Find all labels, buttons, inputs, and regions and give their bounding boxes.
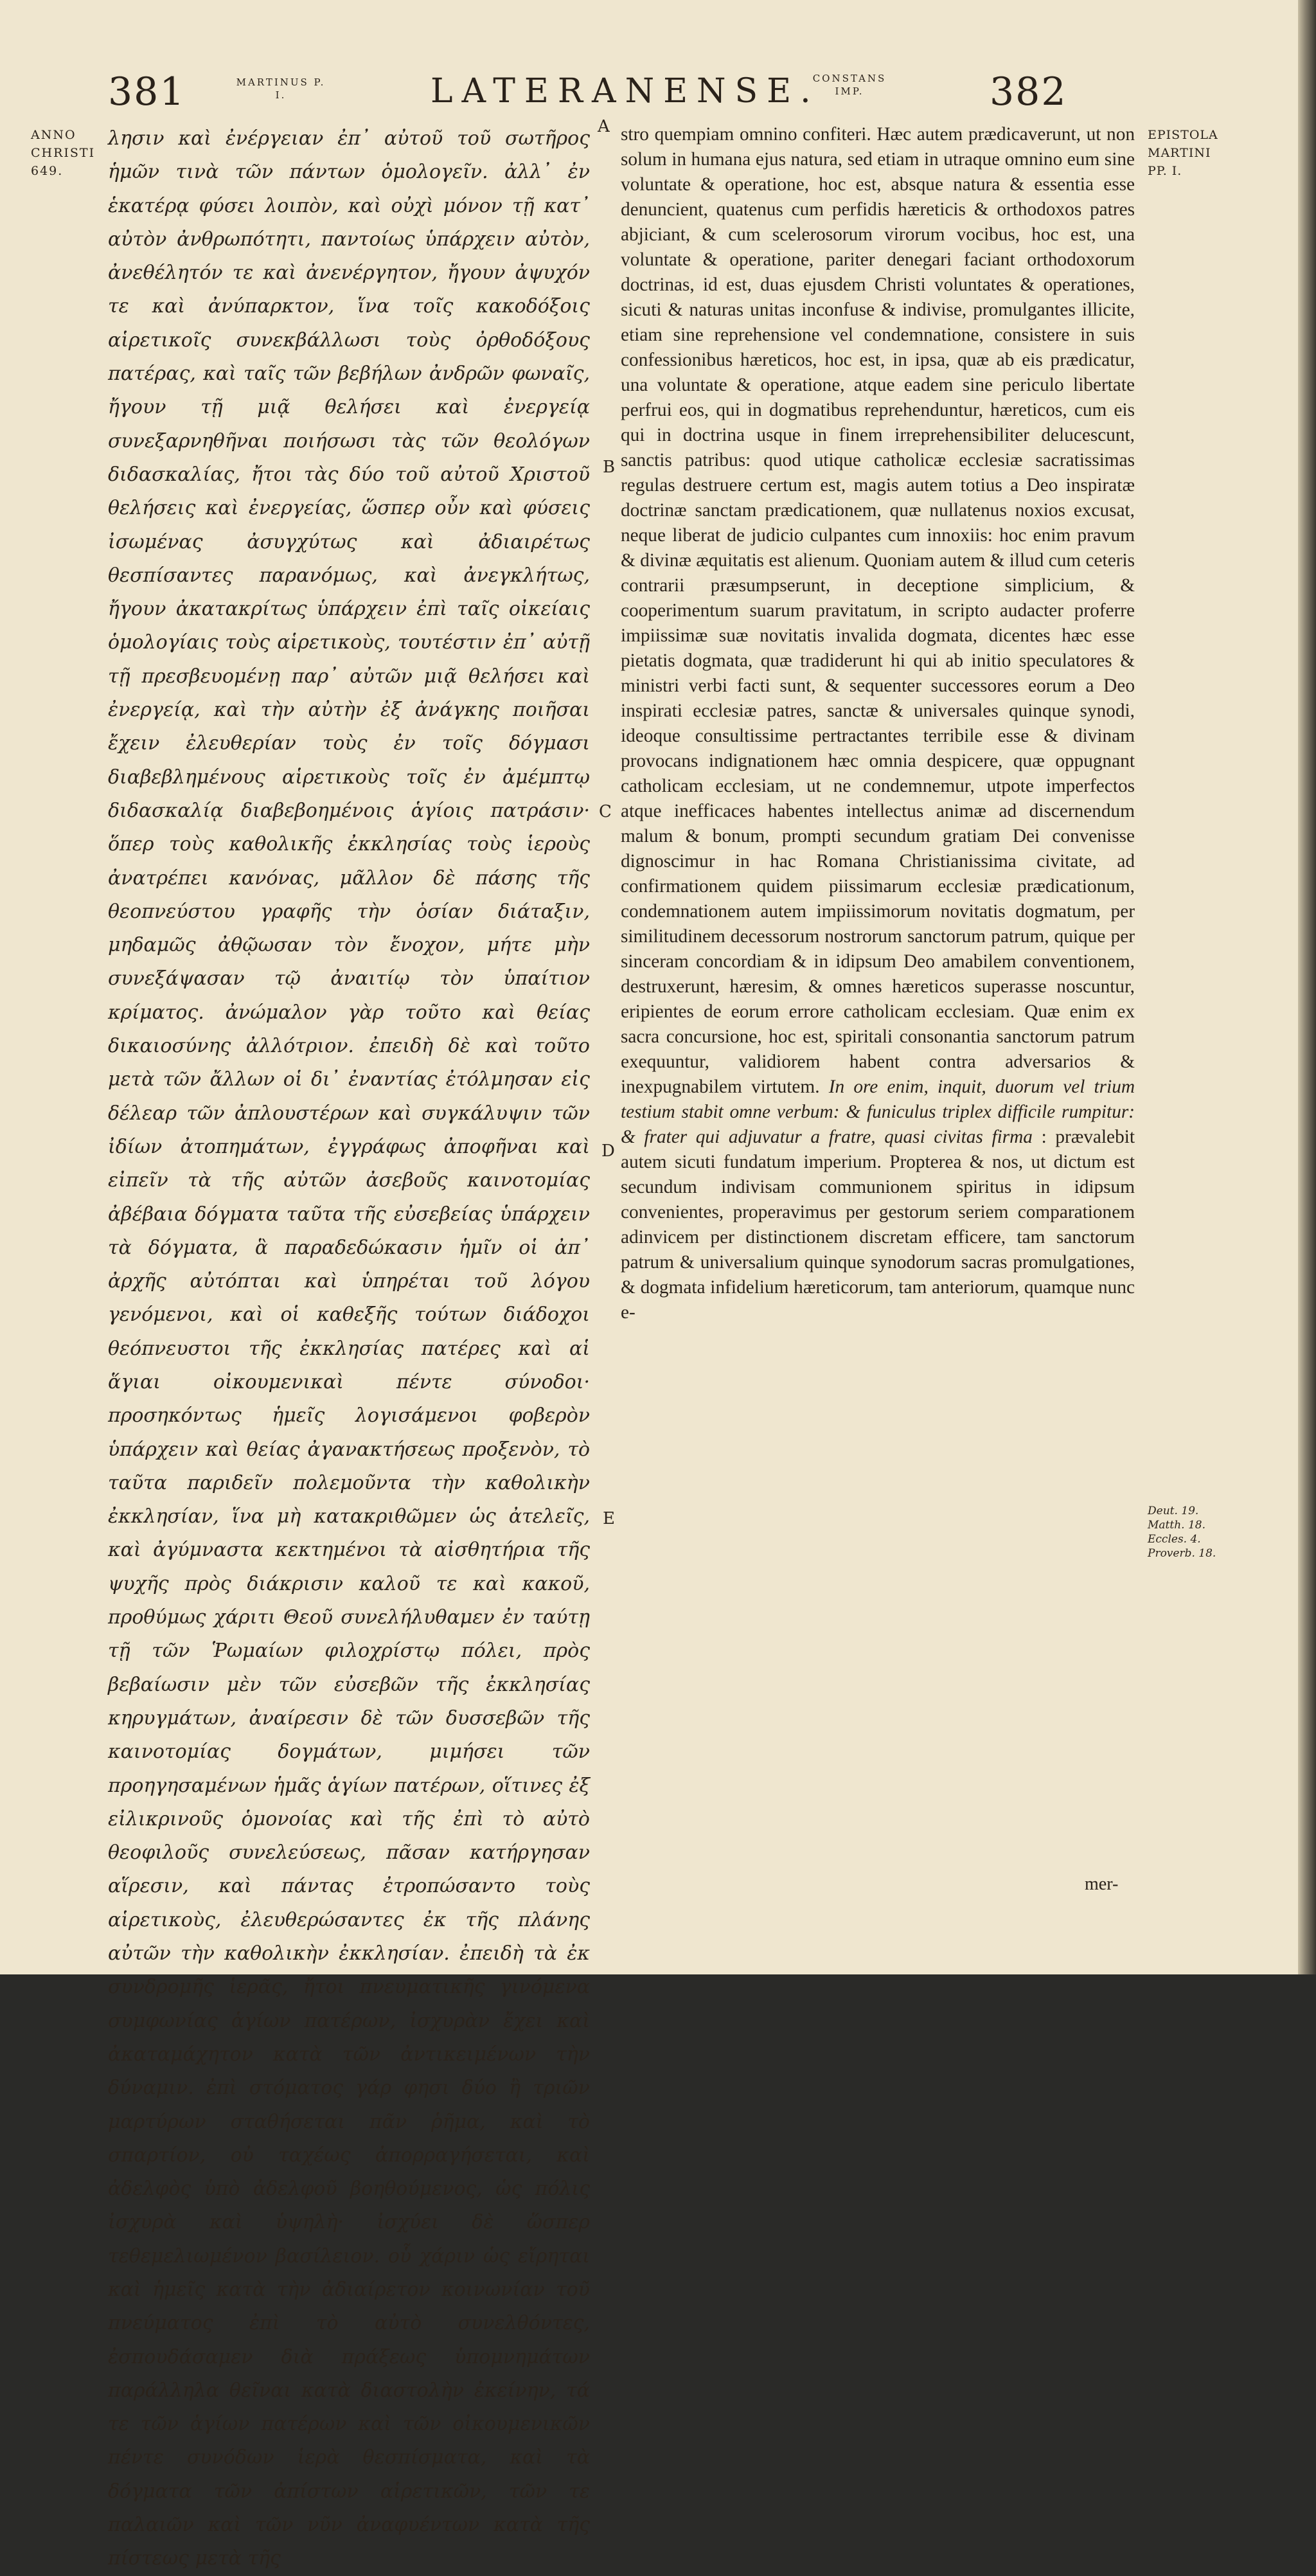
- book-binding-edge: [1298, 0, 1316, 1974]
- greek-text-column: λησιν καὶ ἐνέργειαν ἐπ᾽ αὐτοῦ τοῦ σωτῆρος ἡμῶν τινὰ τῶν πάντων ὁμολογεῖν. ἀλλ᾽ ἐν ἑκατέρᾳ φύσει λοιπὸν, καὶ οὐχὶ μόνον τῇ κατ᾽ αὐτὸν ἀνθρωπότητι, παντοίως ὑπάρχειν αὐτὸν, ἀνεθέλητόν τε καὶ ἀνενέργητον, ἤγουν ἀψυχόν τε καὶ ἀνύπαρκτον, ἵνα τοῖς κακοδόξοις αἱρετικοῖς συνεκβάλλωσι τοὺς ὀρθοδόξους πατέρας, καὶ ταῖς τῶν βεβήλων ἀνδρῶν φωναῖς, ἤγουν τῇ μιᾷ θελήσει καὶ ἐνεργείᾳ συνεξαρνηθῆναι ποιήσωσι τὰς τῶν θεολόγων διδασκαλίας, ἤτοι τὰς δύο τοῦ αὐτοῦ Χριστοῦ θελήσεις καὶ ἐνεργείας, ὥσπερ οὖν καὶ φύσεις ἰσωμένας ἀσυγχύτως καὶ ἀδιαιρέτως θεσπίσαντες παρανόμως, καὶ ἀνεγκλήτως, ἤγουν ἀκατακρίτως ὑπάρχειν ἐπὶ ταῖς οἰκείαις ὁμολογίαις τοὺς αἱρετικοὺς, τουτέστιν ἐπ᾽ αὐτῇ τῇ πρεσβευομένῃ παρ᾽ αὐτῶν μιᾷ θελήσει καὶ ἐνεργείᾳ, καὶ τὴν αὐτὴν ἐξ ἀνάγκης ποιῆσαι ἔχειν ἐλευθερίαν τοὺς ἐν τοῖς δόγμασι διαβεβλημένους αἱρετικοὺς τοῖς ἐν ἀμέμπτῳ διδασκαλίᾳ διαβεβοημένοις ἁγίοις πατράσιν· ὅπερ τοὺς καθολικῆς ἐκκλησίας τοὺς ἱεροὺς ἀνατρέπει κανόνας, μᾶλλον δὲ πάσης τῆς θεοπνεύστου γραφῆς τὴν ὁσίαν διάταξιν, μηδαμῶς ἀθῷωσαν τὸν ἔνοχον, μήτε μὴν συνεξάψασαν τῷ ἀναιτίῳ τὸν ὑπαίτιον κρίματος. ἀνώμαλον γὰρ τοῦτο καὶ θείας δικαιοσύνης ἀλλότριον. ἐπειδὴ δὲ καὶ τοῦτο μετὰ τῶν ἄλλων οἱ δι᾽ ἐναντίας ἐτόλμησαν εἰς δέλεαρ τῶν ἀπλουστέρων καὶ συγκάλυψιν τῶν ἰδίων ἀτοπημάτων, ἐγγράφως ἀποφῆναι καὶ εἰπεῖν τὰ τῆς αὐτῶν ἀσεβοῦς καινοτομίας ἀβέβαια δόγματα ταῦτα τῆς εὐσεβείας ὑπάρχειν τὰ δόγματα, ἃ παραδεδώκασιν ἡμῖν οἱ ἀπ᾽ ἀρχῆς αὐτόπται καὶ ὑπηρέται τοῦ λόγου γενόμενοι, καὶ οἱ καθεξῆς τούτων διάδοχοι θεόπνευστοι τῆς ἐκκλησίας πατέρες καὶ αἱ ἅγιαι οἰκουμενικαὶ πέντε σύνοδοι· προσηκόντως ἡμεῖς λογισάμενοι φοβερὸν ὑπάρχειν καὶ θείας ἀγανακτήσεως προξενὸν, τὸ ταῦτα παριδεῖν πολεμοῦντα τὴν καθολικὴν ἐκκλησίαν, ἵνα μὴ κατακριθῶμεν ὡς ἀτελεῖς, καὶ ἀγύμναστα κεκτημένοι τὰ αἰσθητήρια τῆς ψυχῆς πρὸς διάκρισιν καλοῦ τε καὶ κακοῦ, προθύμως χάριτι Θεοῦ συνελήλυθαμεν ἐν ταύτῃ τῇ τῶν Ῥωμαίων φιλοχρίστῳ πόλει, πρὸς βεβαίωσιν μὲν τῶν εὐσεβῶν τῆς ἐκκλησίας κηρυγμάτων, ἀναίρεσιν δὲ τῶν δυσσεβῶν τῆς καινοτομίας δογμάτων, μιμήσει τῶν προηγησαμένων ἡμᾶς ἁγίων πατέρων, οἵτινες ἐξ εἰλικρινοῦς ὁμονοίας καὶ τῆς ἐπὶ τὸ αὐτὸ θεοφιλοῦς συνελεύσεως, πᾶσαν κατήργησαν αἵρεσιν, καὶ πάντας ἐτροπώσαντο τοὺς αἱρετικοὺς, ἐλευθερώσαντες ἐκ τῆς πλάνης αὐτῶν τὴν καθολικὴν ἐκκλησίαν. ἐπειδὴ τὰ ἐκ συνδρομῆς ἱερᾶς, ἤτοι πνευματικῆς γινόμενα συμφωνίας ἁγίων πατέρων, ἰσχυρὰν ἔχει καὶ ἀκαταμάχητον κατὰ τῶν ἀντικειμένων τὴν δύναμιν. ἐπὶ στόματος γάρ φησι δύο ἢ τριῶν μαρτύρων σταθήσεται πᾶν ῥῆμα, καὶ τὸ σπαρτίον, οὐ ταχέως ἀπορραγήσεται, καὶ ἀδελφὸς ὑπὸ ἀδελφοῦ βοηθούμενος, ὡς πόλις ἰσχυρὰ καὶ ὑψηλὴ· ἰσχύει δὲ ὥσπερ τεθεμελιωμένον βασίλειον. οὗ χάριν ὡς εἴρηται καὶ ἡμεῖς κατὰ τὴν ἀδιαίρετον κοινωνίαν τοῦ πνεύματος ἐπὶ τὸ αὐτὸ συνελθόντες, ἐσπουδάσαμεν διὰ πράξεως ὑπομνημάτων παράλληλα θεῖναι κατὰ διαστολὴν ἐκείνην, τά τε τῶν ἁγίων πατέρων καὶ τῶν οἰκουμενικῶν πέντε συνόδων ἱερὰ θεσπίσματα, καὶ τὰ δόγματα τῶν ἀπίστων αἱρετικῶν, τῶν τε παλαιῶν καὶ τῶν νῦν ἀναφυέντων κατὰ τῆς πίστεως μετὰ τῆς: [108, 127, 590, 2570]
- section-letter-e: E: [603, 1509, 615, 1528]
- page-number-left: 381: [108, 69, 186, 114]
- section-letter-c: C: [599, 802, 612, 821]
- latin-text-part-1: stro quempiam omnino confiteri. Hæc autem prædicaverunt, ut non solum in humana ejus natura, sed etiam in utraque omnino eum sine voluntate & operatione, hoc est, absque natura & essentia esse denuncient, quatenus cum perfidis hæreticis & orthodoxos patres abjiciant, & cum scelerosorum virorum vocibus, hoc est, una voluntate & operatione, pariter denegari faciant orthodoxorum doctrinas, id est, duas ejusdem Christi voluntates & operationes, sicuti & naturas unitas inconfuse & indivise, promulgantes illicite, etiam sine reprehensione vel condemnatione, consistere in suis confessionibus hæreticos, hoc est, in ipsa, quæ ab eis prædicatur, una voluntate & operatione, atque eadem sine periculo libertate perfrui eos, qui in dogmatibus reprehenduntur, hæreticos, cum eis qui in doctrina usque in finem irreprehensibiliter delucescunt, sanctis patribus: quod utique catholicæ ecclesiæ sacratissimas regulas destruere certum est, magis autem totius a Deo inspiratæ doctrinæ sanctam prædicationem, quæ nullatenus noxios excusat, neque liberat de judicio culpantes cum innoxiis: hoc enim pravum & divinæ æquitatis est alienum. Quoniam autem & illud cum ceteris contrarii præsumpserunt, in deceptione simplicium, & cooperimentum suarum pravitatum, in scripto audacter proferre impiissimæ suæ novitatis invalida dogmata, dicentes hæc esse pietatis dogmata, quæ tradiderunt hi qui ab initio speculatores & ministri verbi facti sunt, & sequenter successores eorum a Deo inspirati ecclesiæ patres, sanctæ & universales quinque synodi, ideoque consultissime pertractantes terribile esse & divinam provocans indignationem hæc omnia despicere, quæ oppugnant catholicam ecclesiam, ut ne condemnemur, utpote imperfectos atque inefficaces habentes intellectus animæ ad discernendum malum & bonum, prompti secundum gratiam Dei convenisse dignoscimur in hac Romana Christianissima civitate, ad confirmationem quidem piissimarum ecclesiæ prædicationum, condemnationem autem impiissimorum novitatis dogmatum, per similitudinem decessorum nostrorum sanctorum patrum, quique per sinceram concordiam & in idipsum Deo amabilem conventionem, destruxerunt, hæresim, & omnes hæreticos superasse noscuntur, eripientes de eorum errore catholicam ecclesiam. Quæ enim ex sacra concursione, hoc est, spiritali consonantia sanctorum patrum exequuntur, validiorem habent contra adversarios & inexpugnabilem virtutem.: [621, 124, 1135, 1097]
- running-head-martinus: MARTINUS P. I.: [236, 76, 326, 101]
- margin-note-epistola: EPISTOLA MARTINI PP. I.: [1148, 128, 1218, 178]
- section-letter-d: D: [601, 1141, 615, 1161]
- margin-note-anno: ANNO CHRISTI 649.: [31, 128, 96, 178]
- section-letter-a: A: [598, 117, 610, 136]
- running-title: LATERANENSE.: [431, 72, 820, 111]
- catchword: mer-: [1085, 1874, 1119, 1894]
- latin-text-column: [621, 122, 1135, 1325]
- running-head-constans: CONSTANS IMP.: [812, 73, 887, 97]
- margin-references: Deut. 19. Matth. 18. Eccles. 4. Proverb. 18.: [1148, 1505, 1216, 1560]
- page-number-right: 382: [990, 69, 1067, 114]
- latin-text-part-2: : prævalebit autem sicuti fundatum imperium. Propterea & nos, ut dictum est secundum indivisam communionem spiritus in idipsum convenientes, properavimus per gestorum seriem comparationem adinvicem per distinctionem discretam efficere, tam sanctorum patrum & universalium quinque synodorum sacras promulgationes, & dogmata infidelium hæreticorum, tam anteriorum, quamque nunc e-: [621, 1127, 1135, 1323]
- latin-scripture-quote: In ore enim, inquit, duorum vel trium testium stabit omne verbum: & funiculus triplex difficile rumpitur: & frater qui adjuvatur a fratre, quasi civitas firma: [621, 1077, 1135, 1147]
- section-letter-b: B: [603, 458, 616, 477]
